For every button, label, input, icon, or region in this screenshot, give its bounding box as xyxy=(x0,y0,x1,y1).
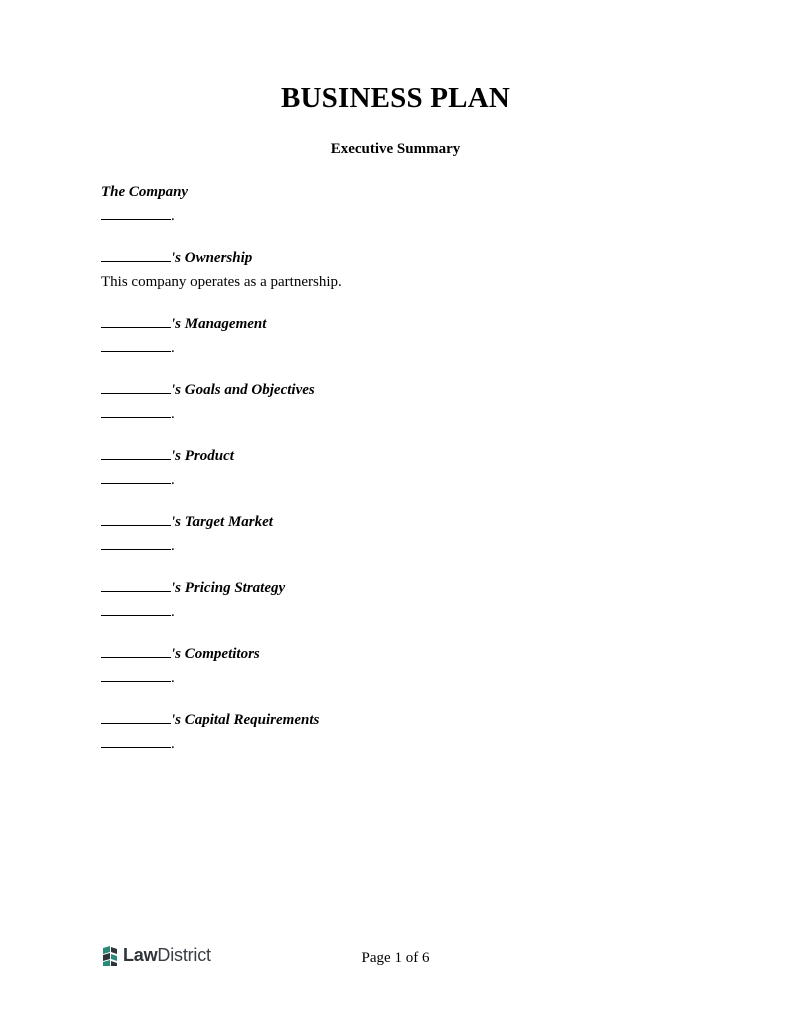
section-body xyxy=(101,734,721,758)
section-body xyxy=(101,536,721,560)
section-heading-text: 's Target Market xyxy=(171,514,273,530)
fill-in-blank[interactable] xyxy=(101,249,171,262)
fill-in-blank[interactable] xyxy=(101,207,171,220)
section-heading xyxy=(101,644,721,668)
section-body-text: . xyxy=(171,538,175,554)
section-heading xyxy=(101,380,721,404)
fill-in-blank[interactable] xyxy=(101,603,171,616)
document-section xyxy=(101,182,721,248)
section-heading-text: 's Pricing Strategy xyxy=(171,580,286,596)
document-section xyxy=(101,314,721,380)
fill-in-blank[interactable] xyxy=(101,579,171,592)
sections-container xyxy=(101,182,721,776)
section-heading xyxy=(101,446,721,470)
section-body-text: . xyxy=(171,604,175,620)
section-heading xyxy=(101,314,721,338)
fill-in-blank[interactable] xyxy=(101,471,171,484)
fill-in-blank[interactable] xyxy=(101,339,171,352)
section-heading-text: 's Ownership xyxy=(171,250,253,266)
section-body xyxy=(101,668,721,692)
section-body-text: . xyxy=(171,670,175,686)
page-number: Page 1 of 6 xyxy=(361,950,430,966)
fill-in-blank[interactable] xyxy=(101,447,171,460)
section-body-text: . xyxy=(171,406,175,422)
fill-in-blank[interactable] xyxy=(101,513,171,526)
document-section xyxy=(101,710,721,776)
section-body-text: . xyxy=(171,340,175,356)
section-body xyxy=(101,470,721,494)
section-body-text: . xyxy=(171,736,175,752)
section-heading xyxy=(101,710,721,734)
section-heading xyxy=(101,578,721,602)
brand-name-bold: Law xyxy=(123,945,158,965)
section-heading-text: 's Competitors xyxy=(171,646,260,662)
section-body xyxy=(101,338,721,362)
section-body xyxy=(101,272,721,296)
document-title: BUSINESS PLAN xyxy=(280,82,511,114)
section-heading-text: 's Management xyxy=(171,316,267,332)
document-subtitle: Executive Summary xyxy=(330,141,461,157)
section-heading xyxy=(101,248,721,272)
section-heading-text: 's Capital Requirements xyxy=(171,712,320,728)
section-body-text: . xyxy=(171,208,175,224)
fill-in-blank[interactable] xyxy=(101,735,171,748)
document-section xyxy=(101,248,721,314)
fill-in-blank[interactable] xyxy=(101,315,171,328)
fill-in-blank[interactable] xyxy=(101,381,171,394)
fill-in-blank[interactable] xyxy=(101,645,171,658)
fill-in-blank[interactable] xyxy=(101,711,171,724)
document-section xyxy=(101,512,721,578)
section-body-text: . xyxy=(171,472,175,488)
section-heading-text: 's Product xyxy=(171,448,234,464)
document-section xyxy=(101,578,721,644)
document-section xyxy=(101,644,721,710)
section-heading xyxy=(101,182,721,206)
section-body xyxy=(101,602,721,626)
section-heading xyxy=(101,512,721,536)
fill-in-blank[interactable] xyxy=(101,405,171,418)
document-section xyxy=(101,446,721,512)
section-heading-text: The Company xyxy=(101,184,189,200)
section-heading-text: 's Goals and Objectives xyxy=(171,382,315,398)
section-body xyxy=(101,206,721,230)
section-body xyxy=(101,404,721,428)
document-section xyxy=(101,380,721,446)
section-body-text: This company operates as a partnership. xyxy=(101,274,342,290)
fill-in-blank[interactable] xyxy=(101,537,171,550)
brand-name-regular: District xyxy=(157,945,211,965)
fill-in-blank[interactable] xyxy=(101,669,171,682)
